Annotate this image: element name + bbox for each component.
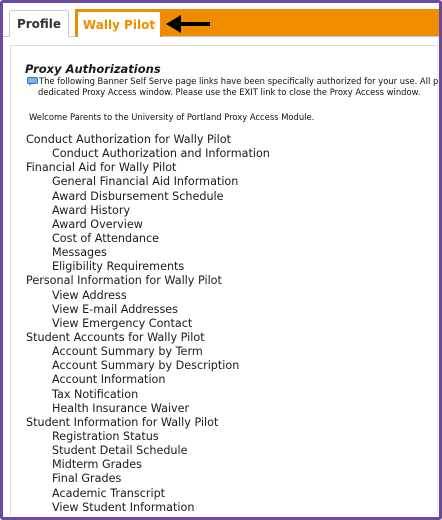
link-award-overview[interactable]: Award Overview <box>52 217 143 231</box>
intro-line-1: The following Banner Self Serve page links have been specifically authorized for your use. All p <box>39 76 439 86</box>
link-view-student-information[interactable]: View Student Information <box>52 500 195 514</box>
link-midterm-grades[interactable]: Midterm Grades <box>52 458 142 472</box>
section-heading: Student Accounts for Wally Pilot <box>26 330 205 344</box>
tab-wally-pilot[interactable]: Wally Pilot <box>76 10 162 37</box>
link-award-history[interactable]: Award History <box>52 203 131 217</box>
link-view-email[interactable]: View E-mail Addresses <box>52 302 179 316</box>
section-heading: Personal Information for Wally Pilot <box>26 274 222 288</box>
section-heading: Financial Aid for Wally Pilot <box>26 161 177 175</box>
link-award-disbursement[interactable]: Award Disbursement Schedule <box>52 189 224 203</box>
info-icon <box>27 77 38 86</box>
link-general-financial-aid[interactable]: General Financial Aid Information <box>52 175 239 189</box>
link-tax-notification[interactable]: Tax Notification <box>52 387 139 401</box>
proxy-menu <box>26 133 270 515</box>
link-registration-status[interactable]: Registration Status <box>52 429 159 443</box>
link-view-emergency-contact[interactable]: View Emergency Contact <box>52 316 193 330</box>
left-arrow-icon <box>166 14 212 34</box>
link-health-insurance-waiver[interactable]: Health Insurance Waiver <box>52 401 190 415</box>
link-cost-of-attendance[interactable]: Cost of Attendance <box>52 231 160 245</box>
section-heading: Student Information for Wally Pilot <box>26 415 219 429</box>
welcome-message: Welcome Parents to the University of Portland Proxy Access Module. <box>29 112 315 122</box>
link-student-detail-schedule[interactable]: Student Detail Schedule <box>52 444 188 458</box>
page-title: Proxy Authorizations <box>25 62 161 76</box>
intro-line-2: dedicated Proxy Access window. Please use the EXIT link to close the Proxy Access window. <box>38 86 421 97</box>
link-account-information[interactable]: Account Information <box>52 373 166 387</box>
link-view-address[interactable]: View Address <box>52 288 127 302</box>
link-academic-transcript[interactable]: Academic Transcript <box>52 486 166 500</box>
link-eligibility-requirements[interactable]: Eligibility Requirements <box>52 260 185 274</box>
link-account-summary-term[interactable]: Account Summary by Term <box>52 345 203 359</box>
section-heading: Conduct Authorization for Wally Pilot <box>26 133 232 146</box>
scroll-edge <box>437 37 439 517</box>
intro-text <box>39 76 438 97</box>
link-account-summary-description[interactable]: Account Summary by Description <box>52 359 240 373</box>
proxy-content <box>3 37 439 517</box>
tab-profile[interactable]: Profile <box>9 10 69 37</box>
link-final-grades[interactable]: Final Grades <box>52 472 122 486</box>
link-messages[interactable]: Messages <box>52 246 107 260</box>
link-conduct-authorization[interactable]: Conduct Authorization and Information <box>52 147 270 161</box>
tab-bar <box>3 3 439 37</box>
